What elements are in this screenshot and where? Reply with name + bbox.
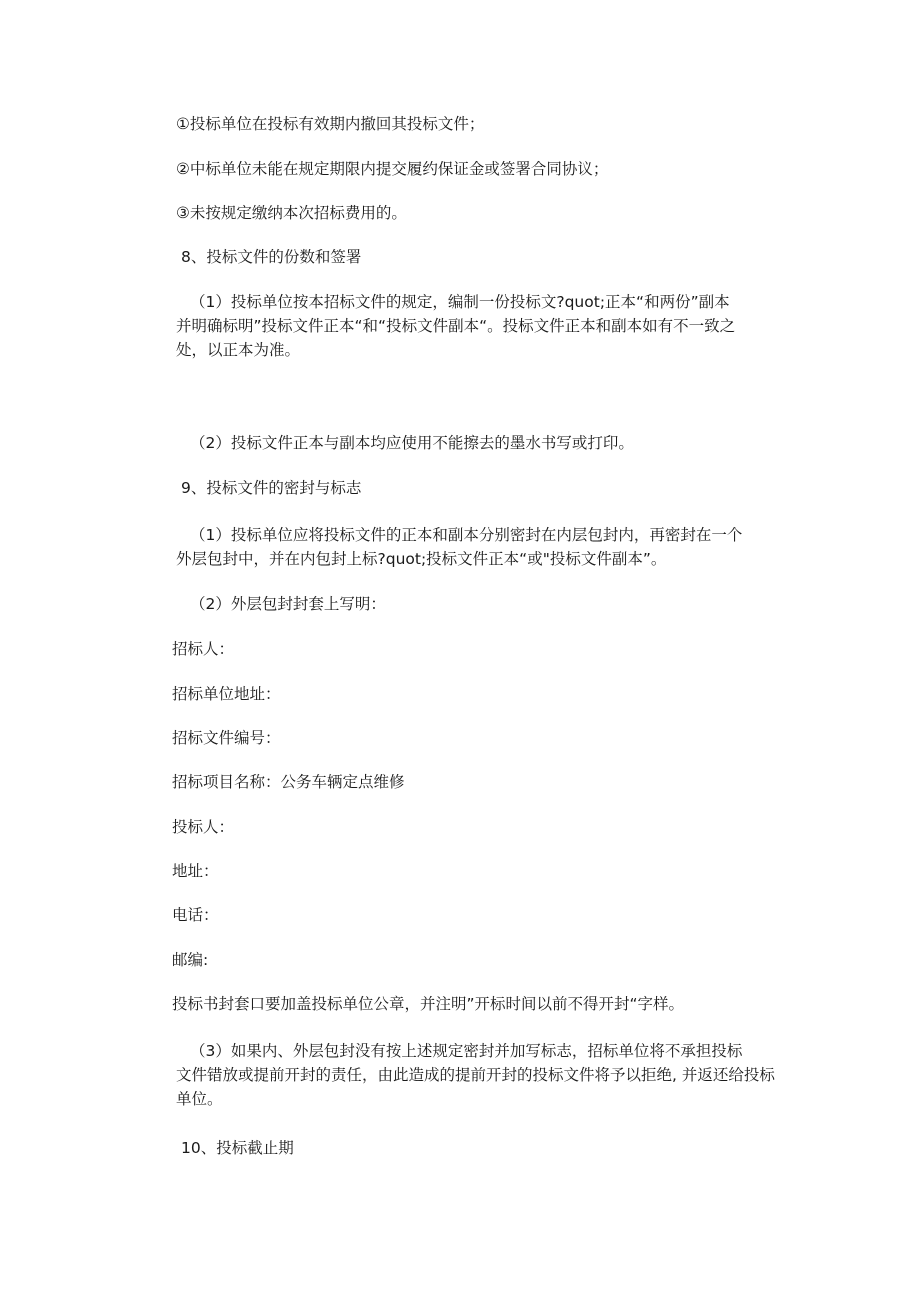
form-field-label: 招标项目名称：公务车辆定点维修 <box>172 773 405 791</box>
section-heading: 9、投标文件的密封与标志 <box>181 479 362 497</box>
list-item: ②中标单位未能在规定期限内提交履约保证金或签署合同协议； <box>176 160 609 178</box>
form-field-label: 邮编: <box>172 951 209 969</box>
paragraph <box>176 1039 788 1111</box>
section-heading: 8、投标文件的份数和签署 <box>181 248 362 266</box>
form-field-label: 招标文件编号： <box>172 729 281 747</box>
paragraph-line: （3）如果内、外层包封没有按上述规定密封并加写标志，招标单位将不承担投标 <box>190 1042 743 1060</box>
form-field-label: 招标人： <box>172 640 235 658</box>
list-item: ①投标单位在投标有效期内撤回其投标文件； <box>176 115 485 133</box>
paragraph-line: 处，以正本为准。 <box>176 341 301 359</box>
section-heading: 10、投标截止期 <box>181 1139 294 1157</box>
form-field-label: 投标人： <box>172 818 235 836</box>
form-field-label: 电话： <box>172 906 219 924</box>
form-field-label: 地址： <box>172 862 219 880</box>
paragraph: （2）投标文件正本与副本均应使用不能擦去的墨水书写或打印。 <box>190 434 634 452</box>
paragraph-line: 文件错放或提前开封的责任，由此造成的提前开封的投标文件将予以拒绝, 并返还给投标 <box>176 1066 775 1084</box>
paragraph <box>176 290 788 362</box>
paragraph-line: 并明确标明”投标文件正本“和“投标文件副本“。投标文件正本和副本如有不一致之 <box>176 317 736 335</box>
paragraph: （2）外层包封封套上写明： <box>190 595 386 613</box>
paragraph-line: （1）投标单位应将投标文件的正本和副本分别密封在内层包封内，再密封在一个 <box>190 526 743 544</box>
form-field-label: 招标单位地址： <box>172 685 281 703</box>
paragraph <box>176 523 788 571</box>
paragraph: 投标书封套口要加盖投标单位公章，并注明”开标时间以前不得开封“字样。 <box>172 995 685 1013</box>
paragraph-line: 单位。 <box>176 1090 223 1108</box>
list-item: ③未按规定缴纳本次招标费用的。 <box>176 204 407 222</box>
paragraph-line: 外层包封中，并在内包封上标?quot;投标文件正本“或"投标文件副本”。 <box>176 550 667 568</box>
paragraph-line: （1）投标单位按本招标文件的规定，编制一份投标文?quot;正本“和两份”副本 <box>190 293 730 311</box>
